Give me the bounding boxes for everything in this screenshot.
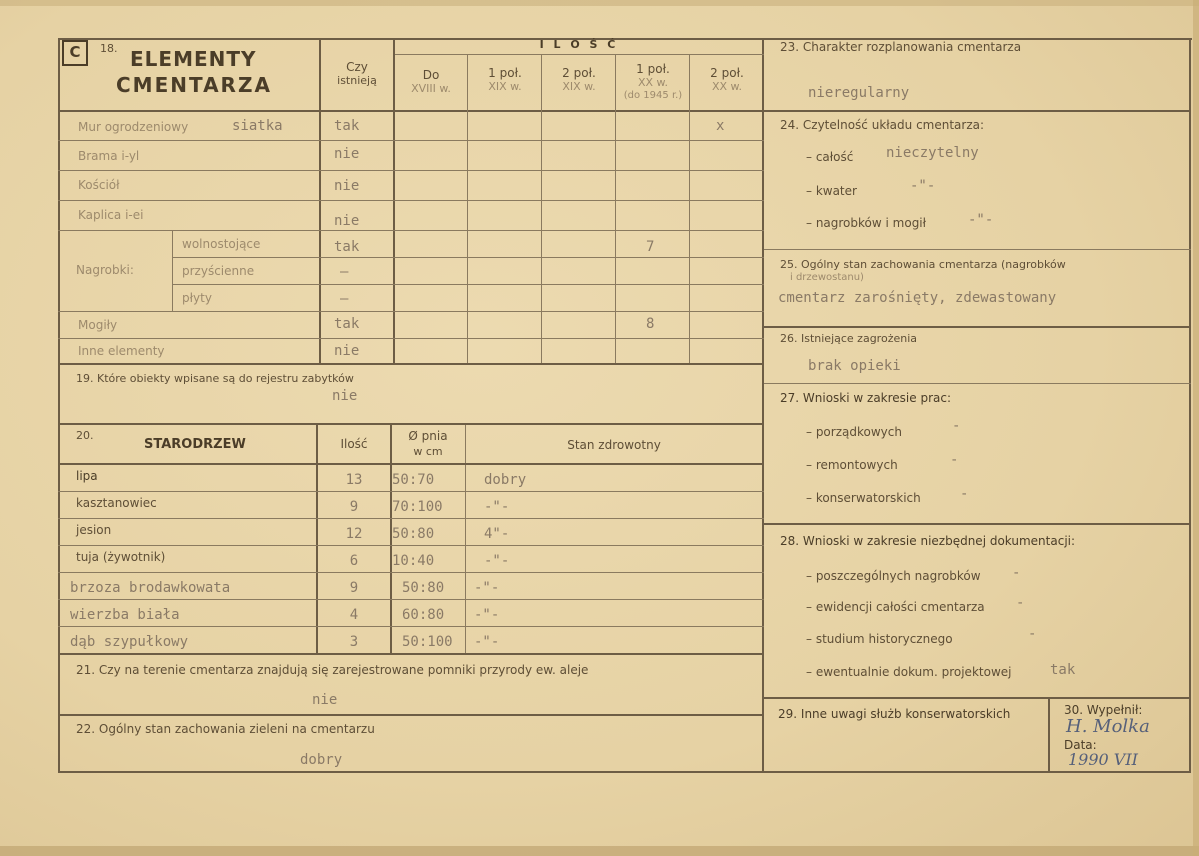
tree-row-diam: 50:100 bbox=[402, 634, 453, 650]
tree-row-name: wierzba biała bbox=[70, 607, 180, 623]
tree-row-diam: 50:80 bbox=[402, 580, 445, 596]
tree-row-qty: 9 bbox=[349, 580, 359, 596]
section-27-item-value: - bbox=[952, 418, 961, 434]
row-exists-przyscienne: – bbox=[340, 264, 349, 280]
section-30-label-filled-by: 30. Wypełnił: bbox=[1064, 703, 1143, 717]
col-header-5-l1: 2 poł. bbox=[710, 66, 744, 80]
section-18-title-line1: ELEMENTY bbox=[130, 47, 257, 71]
row-exists-kosciol: nie bbox=[334, 178, 360, 194]
section-29-label: 29. Inne uwagi służb konserwatorskich bbox=[778, 707, 1011, 721]
section-28-item-label: – poszczególnych nagrobków bbox=[806, 569, 981, 583]
tree-row-qty: 9 bbox=[349, 499, 359, 515]
row-label-wolnostojace: wolnostojące bbox=[182, 237, 261, 251]
section-20-col-pnia-2: w cm bbox=[413, 445, 443, 458]
row-exists-mur: tak bbox=[334, 118, 360, 134]
row-label-kaplica: Kaplica i-ei bbox=[78, 208, 144, 222]
section-24-label: 24. Czytelność układu cmentarza: bbox=[780, 118, 985, 132]
row-exists-wolnostojace: tak bbox=[334, 239, 360, 255]
section-21-label: 21. Czy na terenie cmentarza znajdują się zarejestrowane pomniki przyrody ew. aleje bbox=[76, 663, 589, 677]
czy-header-line1: Czy bbox=[346, 60, 368, 74]
col-header-5-l2: XX w. bbox=[711, 80, 743, 93]
col-header-2-l2: XIX w. bbox=[488, 80, 522, 93]
section-26-label: 26. Istniejące zagrożenia bbox=[780, 332, 918, 345]
signature: H. Molka bbox=[1066, 716, 1150, 737]
section-28-label: 28. Wnioski w zakresie niezbędnej dokumentacji: bbox=[780, 534, 1076, 548]
tree-row-name: tuja (żywotnik) bbox=[76, 550, 166, 564]
section-20-title: STARODRZEW bbox=[144, 437, 246, 452]
paper-edge-right bbox=[1193, 0, 1199, 856]
tree-row-state: 4"- bbox=[484, 526, 510, 542]
section-letter-box: C bbox=[62, 40, 88, 66]
tree-row-qty: 3 bbox=[349, 634, 359, 650]
nagrobki-label: Nagrobki: bbox=[76, 263, 134, 277]
section-18-number: 18. bbox=[100, 42, 118, 55]
section-27-item-label: – porządkowych bbox=[806, 425, 902, 439]
row-c4-wolnostojace: 7 bbox=[646, 239, 655, 255]
tree-row-name: lipa bbox=[76, 469, 98, 483]
section-24-item-label: – kwater bbox=[806, 184, 857, 198]
section-24-item-value: -"- bbox=[968, 212, 994, 228]
col-header-1-l1: Do bbox=[422, 68, 440, 82]
section-27-item-label: – remontowych bbox=[806, 458, 898, 472]
section-28-item-value: tak bbox=[1050, 662, 1076, 678]
section-24-item-label: – nagrobków i mogił bbox=[806, 216, 927, 230]
row-label-plyty: płyty bbox=[182, 291, 212, 305]
row-c4-mogily: 8 bbox=[646, 316, 655, 332]
row-exists-brama: nie bbox=[334, 146, 360, 162]
tree-row-diam: 50:80 bbox=[392, 526, 435, 542]
section-27-item-value: - bbox=[960, 486, 969, 502]
section-23-value: nieregularny bbox=[808, 85, 910, 101]
section-27-item-label: – konserwatorskich bbox=[806, 491, 921, 505]
section-24-item-label: – całość bbox=[806, 150, 854, 164]
tree-row-name: brzoza brodawkowata bbox=[70, 580, 231, 596]
section-27-label: 27. Wnioski w zakresie prac: bbox=[780, 391, 952, 405]
section-28-item-label: – ewidencji całości cmentarza bbox=[806, 600, 985, 614]
section-21-value: nie bbox=[312, 692, 338, 708]
row-label-inne: Inne elementy bbox=[78, 344, 165, 358]
czy-header-line2: istnieją bbox=[337, 74, 377, 87]
row-exists-mogily: tak bbox=[334, 316, 360, 332]
section-22-value: dobry bbox=[300, 752, 343, 768]
row-exists-kaplica: nie bbox=[334, 213, 360, 229]
col-header-4-l2: XX w. bbox=[637, 76, 669, 89]
row-exists-inne: nie bbox=[334, 343, 360, 359]
section-20-col-pnia-1: Ø pnia bbox=[408, 429, 448, 443]
tree-row-state: -"- bbox=[474, 580, 500, 596]
tree-row-name: jesion bbox=[76, 523, 112, 537]
section-26-value: brak opieki bbox=[808, 358, 901, 374]
row-exists-plyty: – bbox=[340, 291, 349, 307]
tree-row-diam: 70:100 bbox=[392, 499, 443, 515]
row-extra-mur: siatka bbox=[232, 118, 283, 134]
section-28-item-value: - bbox=[1012, 565, 1021, 581]
tree-row-state: dobry bbox=[484, 472, 527, 488]
section-28-item-value: - bbox=[1016, 595, 1025, 611]
section-20-col-stan: Stan zdrowotny bbox=[567, 438, 661, 452]
section-19-value: nie bbox=[332, 388, 358, 404]
section-18-title-line2: CMENTARZA bbox=[116, 73, 272, 97]
section-19-label: 19. Które obiekty wpisane są do rejestru zabytków bbox=[76, 372, 354, 385]
col-header-1-l2: XVIII w. bbox=[411, 82, 451, 95]
paper-edge-bottom bbox=[0, 846, 1199, 856]
col-header-4-l1: 1 poł. bbox=[636, 62, 670, 76]
tree-row-qty: 12 bbox=[345, 526, 363, 542]
tree-row-qty: 4 bbox=[349, 607, 359, 623]
tree-row-state: -"- bbox=[474, 607, 500, 623]
section-22-label: 22. Ogólny stan zachowania zieleni na cmentarzu bbox=[76, 722, 375, 736]
col-header-3-l1: 2 poł. bbox=[562, 66, 596, 80]
tree-row-qty: 13 bbox=[345, 472, 363, 488]
row-label-mogily: Mogiły bbox=[78, 318, 118, 332]
section-25-label-2: i drzewostanu) bbox=[790, 272, 864, 283]
ilosc-header: I L O Ś Ć bbox=[539, 38, 619, 51]
tree-row-diam: 50:70 bbox=[392, 472, 435, 488]
section-20-col-ilosc: Ilość bbox=[340, 437, 368, 451]
row-c5-mur: x bbox=[716, 118, 725, 134]
col-header-4-l3: (do 1945 r.) bbox=[623, 90, 683, 101]
col-header-2-l1: 1 poł. bbox=[488, 66, 522, 80]
section-25-value: cmentarz zarośnięty, zdewastowany bbox=[778, 290, 1057, 306]
tree-row-name: dąb szypułkowy bbox=[70, 634, 189, 650]
tree-row-name: kasztanowiec bbox=[76, 496, 157, 510]
section-28-item-label: – ewentualnie dokum. projektowej bbox=[806, 665, 1012, 679]
row-label-mur: Mur ogrodzeniowy bbox=[78, 120, 189, 134]
section-20-number: 20. bbox=[76, 429, 94, 442]
tree-row-state: -"- bbox=[474, 634, 500, 650]
section-28-item-value: - bbox=[1028, 626, 1037, 642]
section-27-item-value: - bbox=[950, 452, 959, 468]
col-header-3-l2: XIX w. bbox=[562, 80, 596, 93]
section-24-item-value: -"- bbox=[910, 178, 936, 194]
row-label-brama: Brama i-yl bbox=[78, 149, 140, 163]
section-24-item-value: nieczytelny bbox=[886, 145, 979, 161]
section-28-item-label: – studium historycznego bbox=[806, 632, 953, 646]
tree-row-qty: 6 bbox=[349, 553, 359, 569]
tree-row-diam: 10:40 bbox=[392, 553, 435, 569]
tree-row-diam: 60:80 bbox=[402, 607, 445, 623]
row-label-przyscienne: przyścienne bbox=[182, 264, 255, 278]
tree-row-state: -"- bbox=[484, 553, 510, 569]
tree-row-state: -"- bbox=[484, 499, 510, 515]
paper-edge-top bbox=[0, 0, 1199, 6]
row-label-kosciol: Kościół bbox=[78, 178, 120, 192]
date-handwritten: 1990 VII bbox=[1068, 750, 1138, 769]
section-25-label-1: 25. Ogólny stan zachowania cmentarza (nagrobków bbox=[780, 258, 1066, 271]
section-30-label-date: Data: bbox=[1064, 738, 1097, 752]
section-23-label: 23. Charakter rozplanowania cmentarza bbox=[780, 40, 1022, 54]
